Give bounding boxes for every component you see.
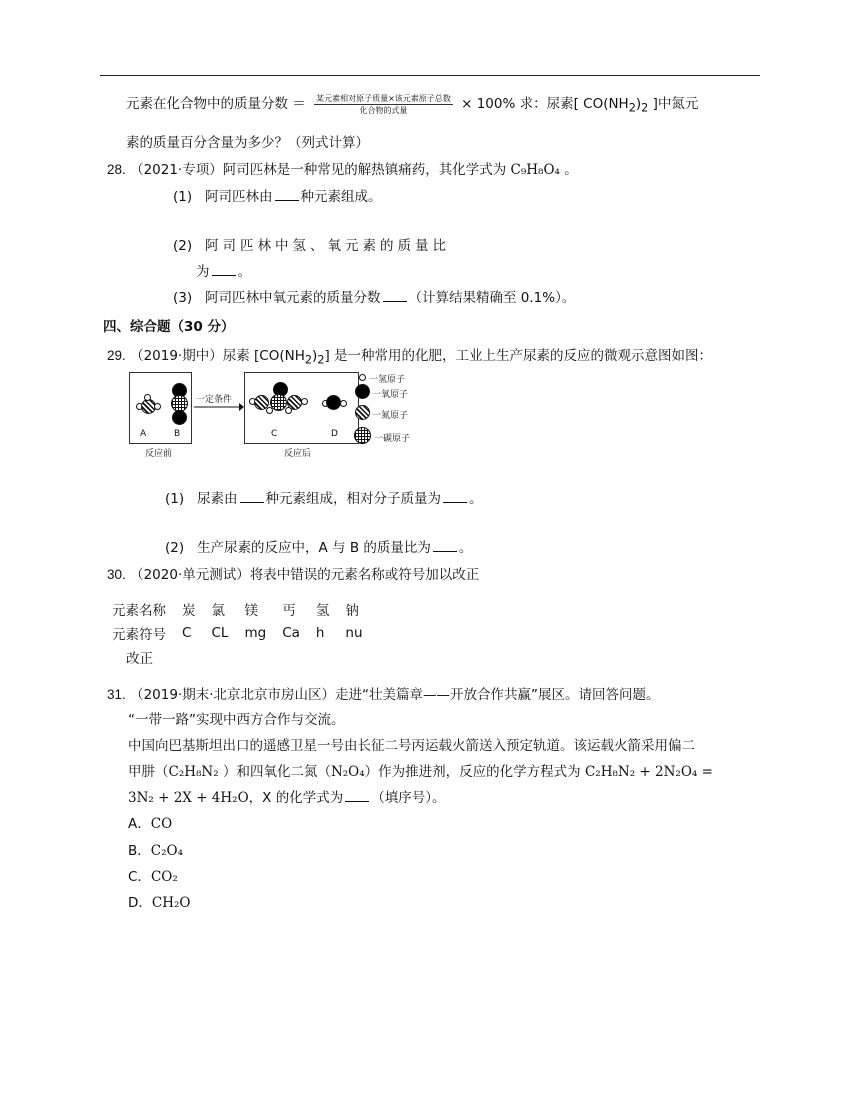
part-text: 为 [196, 264, 210, 280]
table-cell: 氯 [211, 603, 225, 619]
answer-blank[interactable] [433, 539, 457, 552]
legend-hydrogen: 一氢原子 [369, 375, 406, 385]
formula-tail: ]中氮元 [648, 96, 699, 112]
q28-part3 [173, 286, 575, 306]
option-c[interactable] [128, 865, 178, 885]
table-cell: 元素符号 [112, 627, 166, 643]
line-text: （填序号）。 [371, 790, 446, 806]
hydrogen-atom [340, 400, 347, 407]
question-number: 30. [107, 567, 126, 582]
hydrogen-atom [301, 398, 308, 405]
hydrogen-atom [154, 403, 161, 410]
formula-suffix: × 100% 求：尿素[ CO(NH [461, 96, 629, 112]
subscript: 2 [317, 353, 325, 367]
question-stem: （2020·单元测试）将表中错误的元素名称或符号加以改正 [130, 567, 480, 583]
after-box [244, 372, 359, 444]
q31-line4 [128, 760, 713, 780]
option-key: B． [128, 843, 151, 859]
part-text: 。 [458, 540, 473, 556]
line-text: ）和四氧化二氮（ [218, 764, 331, 780]
table-cell: C [182, 625, 192, 641]
formula-continuation: 素的质量百分含量为多少？（列式计算） [126, 135, 369, 151]
formula-prefix: 元素在化合物中的质量分数 ＝ [126, 96, 306, 112]
option-value: C₂O₄ [150, 843, 183, 859]
answer-blank[interactable] [212, 263, 236, 276]
option-value: CO [150, 816, 173, 832]
nitrogen-legend-icon [355, 405, 370, 420]
table-cell: 钠 [345, 603, 359, 619]
table-cell[interactable] [204, 645, 237, 669]
formula-mid: ) [635, 96, 642, 112]
label-b: B [174, 429, 181, 439]
q31-line: 中国向巴基斯坦出口的遥感卫星一号由长征二号丙运载火箭送入预定轨道。该运载火箭采用偏二 [128, 738, 695, 754]
part-text: 。 [237, 264, 251, 280]
hydrogen-atom [144, 394, 151, 401]
question-number: 28. [107, 162, 126, 177]
arrow-label: 一定条件 [196, 395, 233, 405]
after-caption: 反应后 [284, 449, 312, 459]
q29-part2 [165, 536, 472, 556]
hydrogen-atom [266, 407, 273, 414]
question-stem: （2019·期中）尿素 [CO(NH [130, 348, 305, 364]
question-stem: （2021·专项）阿司匹林是一种常见的解热镇痛药，其化学式为 [130, 162, 511, 178]
table-cell[interactable] [174, 645, 204, 669]
option-value: CO₂ [150, 869, 178, 885]
part-text: 阿司匹林中氧元素的质量分数 [205, 290, 381, 306]
part-number: (2) [165, 540, 185, 556]
label-d: D [331, 429, 338, 439]
line-text: ）作为推进剂，反应的化学方程式为 [364, 764, 585, 780]
oxygen-atom [172, 410, 187, 425]
q31-line: “一带一路”实现中西方合作与交流。 [128, 712, 345, 728]
oxygen-atom [326, 395, 341, 410]
question-29 [107, 344, 712, 367]
part-text: 尿素由 [197, 491, 238, 507]
q29-part1 [165, 487, 483, 507]
question-stem: ] 是一种常用的化肥，工业上生产尿素的反应的微观示意图如图： [324, 348, 713, 364]
before-caption: 反应前 [145, 449, 173, 459]
part-text: （计算结果精确至 0.1%）。 [408, 290, 576, 306]
line-text: 甲肼（ [128, 764, 169, 780]
table-cell[interactable] [308, 645, 338, 669]
section-heading: 四、综合题（30 分） [103, 319, 235, 335]
element-table [104, 597, 371, 669]
table-cell[interactable] [236, 645, 274, 669]
label-a: A [140, 429, 147, 439]
table-row [104, 645, 371, 669]
chemical-equation: 3N₂ + 2X + 4H₂O [128, 790, 249, 806]
answer-blank[interactable] [345, 789, 369, 802]
table-cell[interactable] [337, 645, 370, 669]
table-cell[interactable] [274, 645, 308, 669]
part-text: 阿司匹林中氢、氧元素的质量比 [205, 238, 450, 254]
chemical-formula: N₂O₄ [330, 764, 365, 780]
header-rule [100, 75, 760, 76]
line-text: ，X 的化学式为 [248, 790, 344, 806]
part-text: 种元素组成，相对分子质量为 [265, 491, 441, 507]
q31-line5 [128, 786, 445, 806]
question-number: 29. [107, 348, 126, 363]
table-cell: mg [244, 625, 267, 641]
table-cell: nu [345, 625, 363, 641]
option-a[interactable] [128, 812, 172, 832]
fraction-numerator: 某元素相对原子质量×该元素原子总数 [316, 93, 451, 103]
option-key: A． [128, 816, 151, 832]
option-d[interactable] [128, 891, 191, 911]
option-value: CH₂O [151, 895, 191, 911]
chemical-equation: C₂H₈N₂ + 2N₂O₄ = [584, 764, 713, 780]
stem-mid: ) [312, 348, 318, 364]
question-31 [107, 683, 660, 703]
table-cell: 镁 [244, 603, 258, 619]
q28-part1 [173, 185, 382, 205]
part-number: (1) [173, 189, 193, 205]
hydrogen-atom [285, 407, 292, 414]
subscript: 2 [641, 101, 649, 115]
question-number: 31. [107, 687, 126, 702]
table-cell: CL [211, 625, 229, 641]
table-cell: 改正 [126, 651, 153, 667]
subscript: 2 [628, 101, 636, 115]
legend-nitrogen: 一氮原子 [372, 411, 409, 421]
part-number: (2) [173, 238, 193, 254]
oxygen-legend-icon [355, 384, 370, 399]
option-key: C． [128, 869, 151, 885]
q28-part2 [173, 234, 450, 254]
legend-carbon: 一碳原子 [374, 434, 411, 444]
answer-blank[interactable] [383, 289, 407, 302]
legend-oxygen: 一氧原子 [372, 390, 409, 400]
carbon-legend-icon [354, 427, 371, 444]
chemical-formula: C₉H₈O₄ [510, 162, 560, 178]
part-number: (1) [165, 491, 185, 507]
q28-part2-cont [196, 260, 251, 280]
option-key: D． [128, 895, 152, 911]
fraction-denominator: 化合物的式量 [359, 105, 408, 115]
mass-fraction-formula [126, 92, 698, 116]
answer-blank[interactable] [275, 188, 299, 201]
table-row [104, 621, 371, 645]
table-cell: 元素名称 [112, 603, 166, 619]
subscript: 2 [304, 353, 313, 367]
table-cell: 炭 [182, 603, 196, 619]
hydrogen-legend-icon [359, 374, 366, 381]
before-box [129, 372, 192, 444]
reaction-arrow-icon [193, 402, 245, 412]
answer-blank[interactable] [240, 490, 264, 503]
question-28 [107, 158, 578, 178]
question-stem: （2019·期末·北京北京市房山区）走进“壮美篇章——开放合作共赢”展区。请回答问题。 [130, 687, 660, 703]
table-cell: 丐 [282, 603, 296, 619]
formula-fraction [314, 93, 453, 116]
part-number: (3) [173, 290, 193, 306]
chemical-formula: C₂H₈N₂ [168, 764, 219, 780]
part-text: 。 [469, 491, 483, 507]
part-text: 种元素组成。 [300, 189, 382, 205]
question-30 [107, 563, 479, 583]
table-cell: h [315, 625, 325, 641]
part-text: 生产尿素的反应中，A 与 B 的质量比为 [197, 540, 431, 556]
stem-end: 。 [559, 162, 578, 178]
table-cell: 氢 [315, 603, 330, 619]
table-cell: Ca [282, 625, 300, 641]
option-b[interactable] [128, 839, 183, 859]
part-text: 阿司匹林由 [205, 189, 273, 205]
answer-blank[interactable] [443, 490, 467, 503]
label-c: C [271, 429, 278, 439]
table-row [104, 597, 371, 621]
